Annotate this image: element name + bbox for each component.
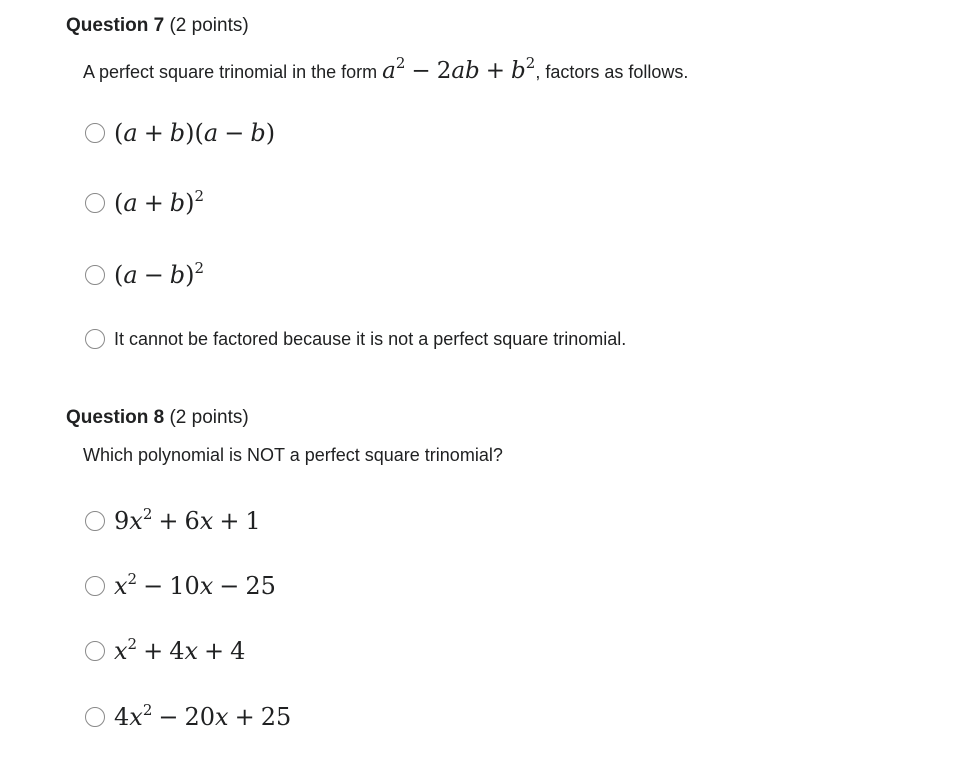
question-8-option-1[interactable] [85,504,261,538]
radio-button[interactable] [85,511,105,531]
option-label: (a + b)(a − b) [114,119,276,147]
radio-button[interactable] [85,329,105,349]
question-8-title: Question 8 [66,407,165,428]
option-label: $(a + b)^2$ [114,187,205,217]
question-8-option-2[interactable] [85,569,276,603]
question-8-header [66,406,249,430]
question-8-points: (2 points) [169,407,249,428]
question-7-prompt [83,54,689,85]
radio-button[interactable] [85,193,105,213]
question-7-prompt-text-end: , factors as follows. [535,62,689,82]
radio-button[interactable] [85,265,105,285]
question-8-option-3[interactable] [85,634,245,668]
radio-button[interactable] [85,123,105,143]
question-7-prompt-text: A perfect square trinomial in the form [83,62,383,82]
question-7-option-3[interactable] [85,258,204,292]
question-7-title: Question 7 [66,15,165,36]
question-8-prompt: Which polynomial is NOT a perfect square trinomial? [83,445,503,465]
option-label: It cannot be factored because it is not a perfect square trinomial. [114,328,627,349]
option-label: $x^2 - 10x - 25$ [114,570,276,600]
radio-button[interactable] [85,641,105,661]
question-7-option-2[interactable] [85,186,204,220]
question-7-prompt-formula: $a^2 - 2ab + b^2$ [382,54,536,84]
question-7-header [66,14,249,38]
question-7-points: (2 points) [169,15,249,36]
option-label: $(a - b)^2$ [114,259,205,289]
question-8-option-4[interactable] [85,700,291,734]
option-label: $4x^2 - 20x + 25$ [114,701,292,731]
radio-button[interactable] [85,576,105,596]
option-label: $x^2 + 4x + 4$ [114,635,246,665]
radio-button[interactable] [85,707,105,727]
option-label: $9x^2 + 6x + 1$ [114,505,261,535]
question-7-option-1[interactable] [85,116,275,150]
question-7-option-4[interactable] [85,322,626,356]
